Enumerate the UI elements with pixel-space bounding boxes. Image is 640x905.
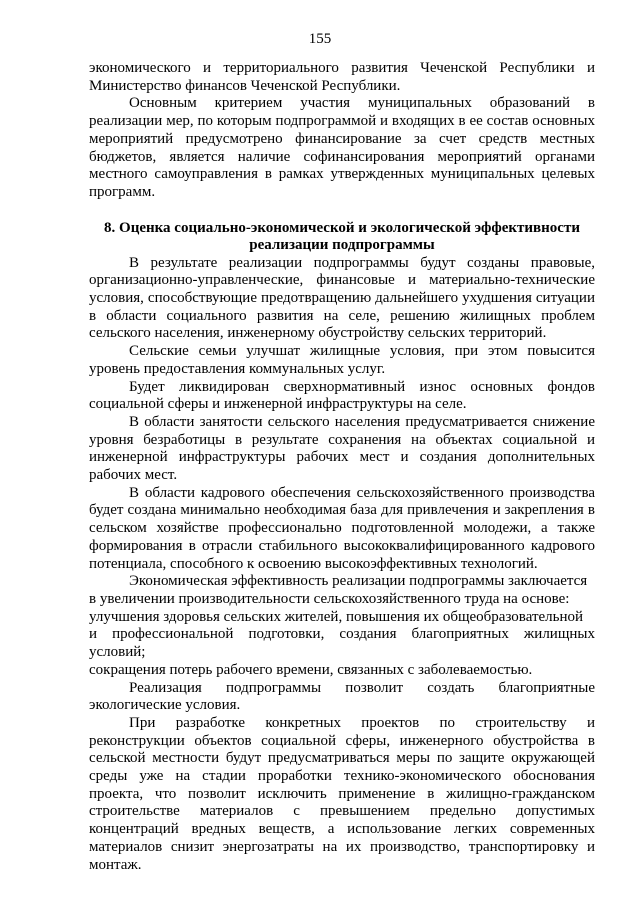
paragraph-ecological: Реализация подпрограммы позволит создать благоприятные экологические условия. — [89, 679, 595, 714]
economic-line: сокращения потерь рабочего времени, связанных с заболеваемостью. — [89, 661, 533, 678]
paragraph-criteria: Основным критерием участия муниципальных образований в реализации мер, по которым подпрограммой и входящих в ее состав основных мероприятий предусмотрено финансирование за счет средств местных бюджетов, является наличие софинансирования мероприятий органами местного самоуправления в рамках утвержденных муниципальных целевых программ. — [89, 95, 595, 200]
paragraph-continuation: экономического и территориального развития Чеченской Республики и Министерство финансов Чеченской Республики. — [89, 60, 595, 94]
paragraph-environment-protection: При разработке конкретных проектов по строительству и реконструкции объектов социальной сферы, инженерного обустройства в сельской местности будут предусматриваться меры по защите окружающей среды уже на стадии проработки технико-экономического обоснования проекта, что позволит исключить применение в жилищно-гражданском строительстве материалов с превышением предельно допустимых концентраций вредных веществ, а использование легких современных материалов снизит энергозатраты на их производство, транспортировку и монтаж. — [89, 714, 595, 873]
body-text — [89, 60, 595, 874]
paragraph-families: Сельские семьи улучшат жилищные условия, при этом повысится уровень предоставления коммунальных услуг. — [89, 343, 595, 377]
paragraph-staffing: В области кадрового обеспечения сельскохозяйственного производства будет создана минимально необходимая база для привлечения и закрепления в сельском хозяйстве профессионально подготовленной молодежи, а также формирования в отрасли стабильного высококвалифицированного кадрового потенциала, способного к освоению высокоэффективных технологий. — [89, 484, 595, 572]
paragraph-employment: В области занятости сельского населения предусматривается снижение уровня безработицы в результате сохранения на объектах социальной и инженерной инфраструктуры рабочих мест и создания дополнительных рабочих мест. — [89, 413, 595, 484]
paragraph-wear: Будет ликвидирован сверхнормативный износ основных фондов социальной сферы и инженерной инфраструктуры на селе. — [89, 378, 595, 413]
spacer — [89, 202, 595, 220]
economic-line: в увеличении производительности сельскохозяйственного труда на основе: — [89, 590, 570, 607]
economic-line: и профессиональной подготовки, создания благоприятных жилищных условий; — [89, 626, 595, 661]
page-number: 155 — [308, 31, 332, 47]
paragraph-results: В результате реализации подпрограммы будут созданы правовые, организационно-управленческие, финансовые и материально-технические условия, способствующие предотвращению дальнейшего ухудшения ситуации в области социального развития на селе, решению жилищных проблем сельского населения, инженерному обустройству сельских территорий. — [89, 254, 595, 342]
section-heading: 8. Оценка социально-экономической и экологической эффективности реализации подпрограммы — [104, 219, 580, 253]
economic-line: улучшения здоровья сельских жителей, повышения их общеобразовательной — [89, 608, 584, 625]
paragraph-economic-efficiency: Экономическая эффективность реализации подпрограммы заключается — [129, 573, 588, 590]
